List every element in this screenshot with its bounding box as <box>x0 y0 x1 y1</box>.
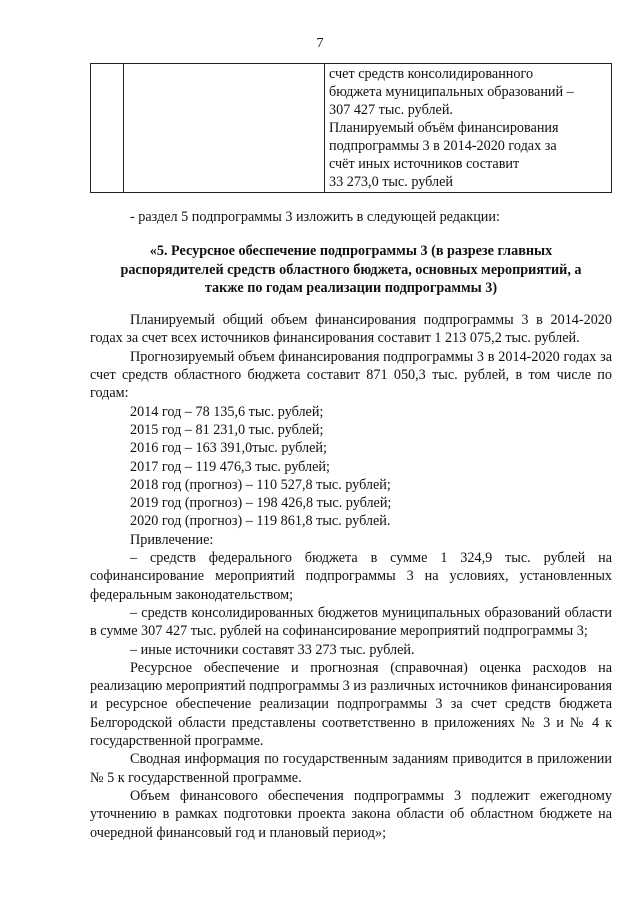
document-body <box>90 208 612 842</box>
year-item: 2020 год (прогноз) – 119 861,8 тыс. рублей. <box>130 513 391 530</box>
bullet-item: – средств консолидированных бюджетов муниципальных образований области в сумме 307 427 тыс. рублей на софинансирование мероприятий подпрограммы 3; <box>90 604 612 640</box>
year-item: 2019 год (прогноз) – 198 426,8 тыс. рублей; <box>130 495 392 512</box>
section-heading: «5. Ресурсное обеспечение подпрограммы 3 (в разрезе главных распорядителей средств областного бюджета, основных мероприятий, а также по годам реализации подпрограммы 3) <box>120 243 582 296</box>
table-cell-financing-text <box>325 64 612 193</box>
paragraph-total-financing: Планируемый общий объем финансирования подпрограммы 3 в 2014-2020 годах за счет всех источников финансирования составит 1 213 075,2 тыс. рублей. <box>90 312 612 347</box>
table-cell-line: Планируемый объём финансирования <box>329 120 559 136</box>
table-cell-empty-2 <box>124 64 325 193</box>
year-item: 2017 год – 119 476,3 тыс. рублей; <box>130 458 330 475</box>
attraction-label: Привлечение: <box>130 531 214 548</box>
bullet-item: – иные источники составят 33 273 тыс. рублей. <box>130 641 415 658</box>
paragraph-state-tasks: Сводная информация по государственным заданиям приводится в приложении № 5 к государственной программе. <box>90 751 612 786</box>
year-item: 2018 год (прогноз) – 110 527,8 тыс. рублей; <box>130 476 391 493</box>
table-cell-line: счет средств консолидированного <box>329 66 534 82</box>
table-cell-line: подпрограммы 3 в 2014-2020 годах за <box>329 138 557 154</box>
table-cell-line: счёт иных источников составит <box>329 156 520 172</box>
paragraph-annual-update: Объем финансового обеспечения подпрограммы 3 подлежит ежегодному уточнению в рамках подготовки проекта закона области об областном бюджете на очередной финансовый год и плановый период»; <box>90 787 612 841</box>
continuation-table <box>90 63 612 193</box>
paragraph-resource-support: Ресурсное обеспечение и прогнозная (справочная) оценка расходов на реализацию мероприятий подпрограммы 3 из различных источников финансирования и ресурсное обеспечение реализации подпрограммы 3 за счет средств бюджета Белгородской области представлены соответственно в приложениях № 3 и № 4 к государственной программе. <box>90 659 612 750</box>
table-cell-line: 33 273,0 тыс. рублей <box>329 174 453 190</box>
table-row <box>91 64 612 193</box>
table-cell-line: 307 427 тыс. рублей. <box>329 102 453 118</box>
year-item: 2015 год – 81 231,0 тыс. рублей; <box>130 421 324 438</box>
paragraph-regional-budget: Прогнозируемый объем финансирования подпрограммы 3 в 2014-2020 годах за счет средств областного бюджета составит 871 050,3 тыс. рублей, в том числе по годам: <box>90 348 612 402</box>
bullet-item: – средств федерального бюджета в сумме 1 324,9 тыс. рублей на софинансирование мероприятий подпрограммы 3 на условиях, установленных федеральным законодательством; <box>90 550 612 603</box>
year-item: 2016 год – 163 391,0тыс. рублей; <box>130 440 327 457</box>
table-cell-empty-1 <box>91 64 124 193</box>
year-item: 2014 год – 78 135,6 тыс. рублей; <box>130 403 324 420</box>
table-cell-line: бюджета муниципальных образований – <box>329 84 574 100</box>
page-number: 7 <box>316 36 324 51</box>
amendment-intro: - раздел 5 подпрограммы 3 изложить в следующей редакции: <box>130 209 500 225</box>
